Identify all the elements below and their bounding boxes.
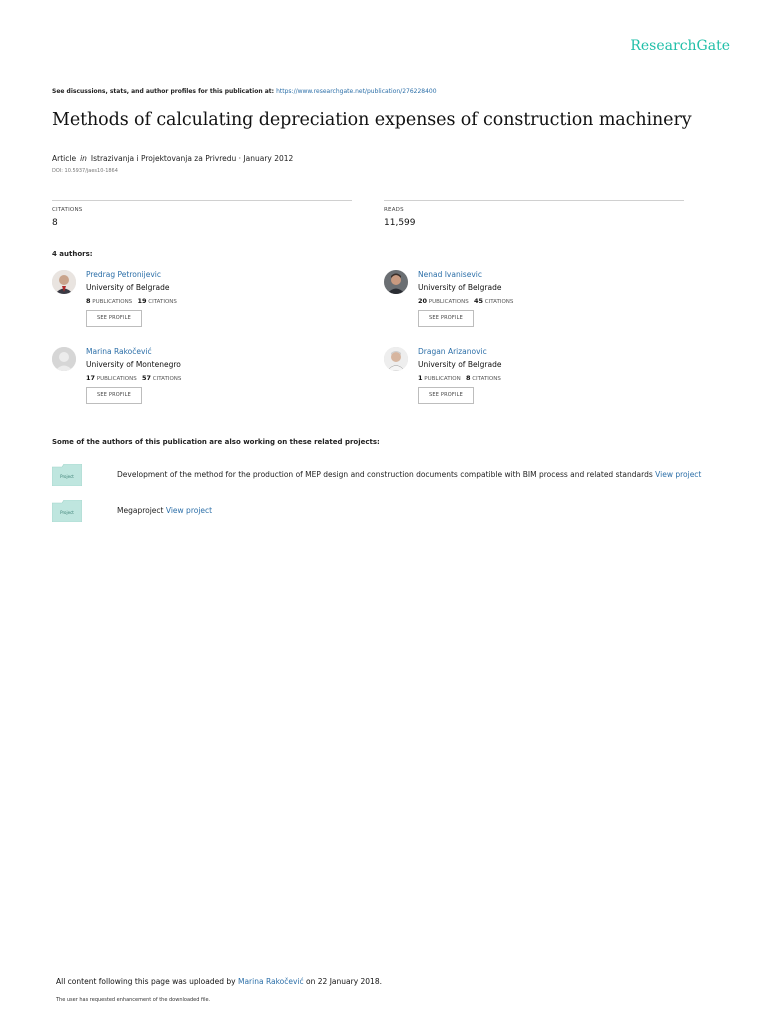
author-institution: University of Belgrade	[418, 283, 502, 292]
author-stats	[86, 374, 181, 382]
publications-label: PUBLICATIONS	[92, 299, 133, 305]
author-name[interactable]: Predrag Petronijevic	[86, 270, 162, 279]
author-stats	[418, 374, 501, 382]
author-card	[384, 347, 684, 417]
citations-count: 8	[465, 374, 471, 382]
view-project-link[interactable]: View project	[165, 506, 213, 515]
see-profile-button[interactable]: SEE PROFILE	[418, 387, 474, 404]
footer-prefix: All content following this page was uploaded by	[56, 977, 236, 986]
avatar[interactable]	[384, 347, 408, 371]
publications-label: PUBLICATION	[424, 376, 461, 382]
researchgate-logo[interactable]: ResearchGate	[630, 38, 730, 54]
citations-label: CITATIONS	[472, 376, 501, 382]
publication-meta	[52, 154, 293, 163]
discussion-text: See discussions, stats, and author profiles for this publication at:	[52, 88, 275, 95]
author-card	[52, 270, 352, 340]
citations-value: 8	[52, 218, 58, 228]
publication-url-link[interactable]: https://www.researchgate.net/publication/276228400	[276, 88, 437, 95]
publication-title: Methods of calculating depreciation expenses of construction machinery	[52, 110, 692, 130]
project-description	[117, 470, 701, 479]
project-title: Megaproject	[117, 506, 164, 515]
author-stats	[86, 297, 177, 305]
author-card	[52, 347, 352, 417]
view-project-link[interactable]: View project	[655, 470, 702, 479]
enhancement-note: The user has requested enhancement of the downloaded file.	[56, 997, 211, 1003]
citations-label: CITATIONS	[52, 207, 83, 213]
project-icon-label: Project	[60, 474, 74, 479]
author-institution: University of Belgrade	[86, 283, 170, 292]
doi: DOI: 10.5937/jaes10-1864	[52, 168, 118, 174]
publications-count: 20	[418, 297, 428, 305]
avatar[interactable]	[52, 270, 76, 294]
related-projects-label: Some of the authors of this publication are also working on these related projects:	[52, 438, 380, 446]
author-institution: University of Montenegro	[86, 360, 181, 369]
author-name[interactable]: Nenad Ivanisevic	[418, 270, 482, 279]
author-institution: University of Belgrade	[418, 360, 502, 369]
publication-type: Article	[52, 154, 77, 163]
publications-count: 1	[418, 374, 423, 382]
author-name[interactable]: Marina Rakočević	[86, 347, 152, 356]
citations-stat	[52, 200, 352, 228]
citations-count: 19	[137, 297, 147, 305]
project-icon-label: Project	[60, 510, 74, 515]
avatar[interactable]	[384, 270, 408, 294]
footer-suffix: on 22 January 2018.	[306, 977, 382, 986]
discussion-line	[52, 88, 437, 95]
author-card	[384, 270, 684, 340]
avatar-placeholder-icon[interactable]	[52, 347, 76, 371]
publications-label: PUBLICATIONS	[96, 376, 137, 382]
uploader-link[interactable]: Marina Rakočević	[237, 977, 304, 986]
see-profile-button[interactable]: SEE PROFILE	[86, 387, 142, 404]
citations-label: CITATIONS	[484, 299, 514, 305]
authors-label: 4 authors:	[52, 250, 93, 258]
project-description	[117, 506, 212, 515]
author-stats	[418, 297, 513, 305]
project-folder-icon	[52, 464, 82, 486]
project-folder-icon	[52, 500, 82, 522]
in-label: in	[80, 154, 87, 163]
citations-count: 57	[141, 374, 151, 382]
upload-footer	[56, 977, 382, 986]
publications-count: 8	[86, 297, 91, 305]
see-profile-button[interactable]: SEE PROFILE	[418, 310, 474, 327]
venue-date: Istrazivanja i Projektovanja za Privredu · January 2012	[90, 154, 294, 163]
citations-count: 45	[473, 297, 483, 305]
citations-label: CITATIONS	[152, 376, 182, 382]
author-name[interactable]: Dragan Arizanovic	[418, 347, 487, 356]
project-title: Development of the method for the production of MEP design and construction documents compatible with BIM process and related standards	[117, 470, 653, 479]
publications-label: PUBLICATIONS	[428, 299, 469, 305]
see-profile-button[interactable]: SEE PROFILE	[86, 310, 142, 327]
reads-stat	[384, 200, 684, 228]
reads-value: 11,599	[384, 218, 416, 228]
citations-label: CITATIONS	[148, 299, 177, 305]
reads-label: READS	[384, 207, 404, 213]
publications-count: 17	[86, 374, 96, 382]
